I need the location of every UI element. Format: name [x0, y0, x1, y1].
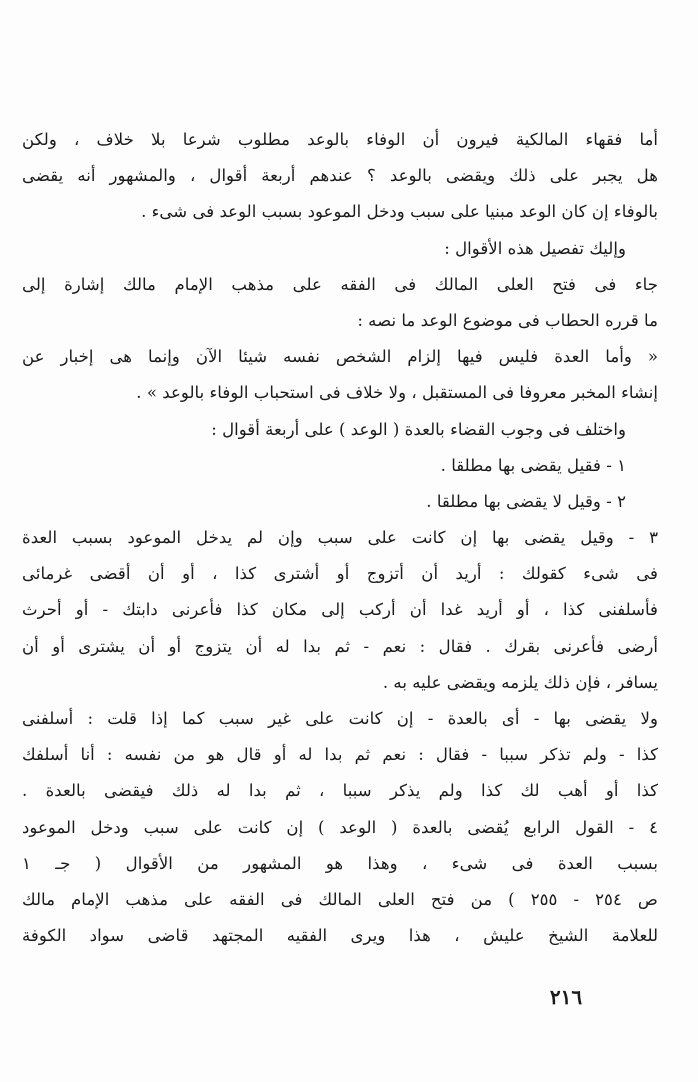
text-line: فى شىء كقولك : أريد أن أتزوج أو أشترى كذا ، أو أن أقضى غرمائى	[22, 564, 658, 584]
text-line: ص ٢٥٤ - ٢٥٥ ) من فتح العلى المالك فى الفقه على مذهب الإمام مالك	[22, 889, 658, 909]
text-line: أرضى فأعرنى بقرك . فقال : نعم - ثم بدا له أن يتزوج أو أن يشترى أو أن	[22, 636, 658, 656]
text-line: ٢ - وقيل لا يقضى بها مطلقا .	[426, 491, 626, 511]
text-line: ٣ - وقيل يقضى بها إن كانت على سبب وإن لم يدخل الموعود بسبب العدة	[22, 528, 658, 548]
text-line: ١ - فقيل يقضى بها مطلقا .	[440, 455, 626, 475]
text-line: هل يجبر على ذلك ويقضى بالوعد ؟ عندهم أربعة أقوال ، والمشهور أنه يقضى	[22, 166, 658, 186]
text-line: جاء فى فتح العلى المالك فى الفقه على مذهب الإمام مالك إشارة إلى	[22, 274, 658, 294]
text-line: ٤ - القول الرابع يُقضى بالعدة ( الوعد ) إن كانت على سبب ودخل الموعود	[22, 817, 658, 837]
text-line: بسبب العدة فى شىء ، وهذا هو المشهور من الأقوال ( جـ ١	[22, 853, 658, 873]
text-line: فأسلفنى كذا ، أو أريد غدا أن أركب إلى مكان كذا فأعرنى دابتك - أو أحرث	[22, 600, 658, 620]
text-line: واختلف فى وجوب القضاء بالعدة ( الوعد ) على أربعة أقوال :	[211, 419, 626, 439]
text-line: كذا أو أهب لك كذا ولم يذكر سببا ، ثم بدا له ذلك فيقضى بالعدة .	[22, 781, 658, 801]
text-line: بالوفاء إن كان الوعد مبنيا على سبب ودخل الموعود بسبب الوعد فى شىء .	[141, 202, 658, 222]
text-line: كذا - ولم تذكر سببا - فقال : نعم ثم بدا له أو قال هو من نفسه : أنا أسلفك	[22, 745, 658, 765]
text-line: ولا يقضى بها - أى بالعدة - إن كانت على غير سبب كما إذا قلت : أسلفنى	[22, 709, 658, 728]
text-line: يسافر ، فإن ذلك يلزمه ويقضى عليه به .	[382, 672, 658, 692]
text-line: « وأما العدة فليس فيها إلزام الشخص نفسه شيئا الآن وإنما هى إخبار عن	[22, 347, 658, 367]
body-text	[22, 122, 658, 954]
text-line: وإليك تفصيل هذه الأقوال :	[444, 238, 626, 258]
text-line: ما قرره الحطاب فى موضوع الوعد ما نصه :	[357, 310, 658, 330]
page-number: ٢١٦	[549, 985, 583, 1009]
text-line: للعلامة الشيخ عليش ، هذا ويرى الفقيه المجتهد قاضى سواد الكوفة	[22, 926, 658, 946]
text-line: أما فقهاء المالكية فيرون أن الوفاء بالوعد مطلوب شرعا بلا خلاف ، ولكن	[22, 130, 658, 149]
text-line: إنشاء المخبر معروفا فى المستقبل ، ولا خلاف فى استحباب الوفاء بالوعد » .	[136, 383, 658, 403]
